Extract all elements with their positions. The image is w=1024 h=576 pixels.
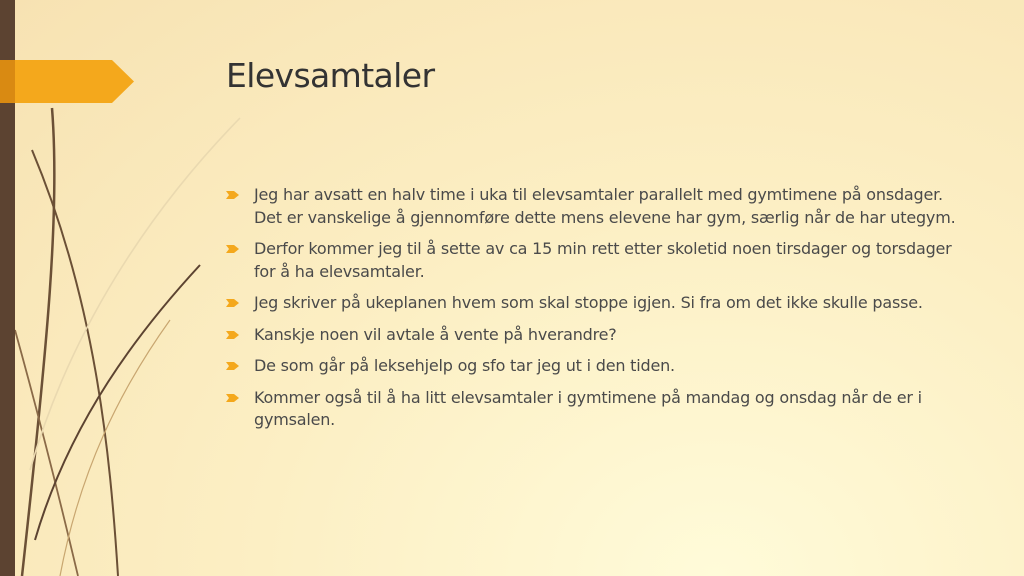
bullet-item bbox=[226, 184, 966, 229]
arrow-bullet-icon bbox=[226, 297, 240, 309]
bullet-text: De som går på leksehjelp og sfo tar jeg ut i den tiden. bbox=[254, 356, 675, 375]
arrow-bullet-icon bbox=[226, 392, 240, 404]
slide-title: Elevsamtaler bbox=[226, 56, 435, 95]
bullet-item bbox=[226, 324, 966, 347]
bullet-list bbox=[226, 184, 966, 441]
arrow-bullet-icon bbox=[226, 243, 240, 255]
bullet-text: Kommer også til å ha litt elevsamtaler i gymtimene på mandag og onsdag når de er i gymsalen. bbox=[254, 387, 922, 429]
arrow-bullet-icon bbox=[226, 329, 240, 341]
orange-arrow-banner bbox=[0, 60, 134, 103]
bullet-item bbox=[226, 292, 966, 315]
bullet-text: Jeg skriver på ukeplanen hvem som skal stoppe igjen. Si fra om det ikke skulle passe. bbox=[254, 293, 923, 312]
arrow-bullet-icon bbox=[226, 360, 240, 372]
bullet-text: Derfor kommer jeg til å sette av ca 15 min rett etter skoletid noen tirsdager og torsdager for å ha elevsamtaler. bbox=[254, 239, 952, 281]
bullet-item bbox=[226, 238, 966, 283]
bullet-text: Jeg har avsatt en halv time i uka til elevsamtaler parallelt med gymtimene på onsdager. Det er vanskelige å gjennomføre dette mens elevene har gym, særlig når de har utegym. bbox=[254, 185, 956, 227]
bullet-text: Kanskje noen vil avtale å vente på hverandre? bbox=[254, 324, 617, 344]
arrow-bullet-icon bbox=[226, 189, 240, 201]
bullet-item bbox=[226, 387, 966, 432]
bullet-item bbox=[226, 355, 966, 378]
